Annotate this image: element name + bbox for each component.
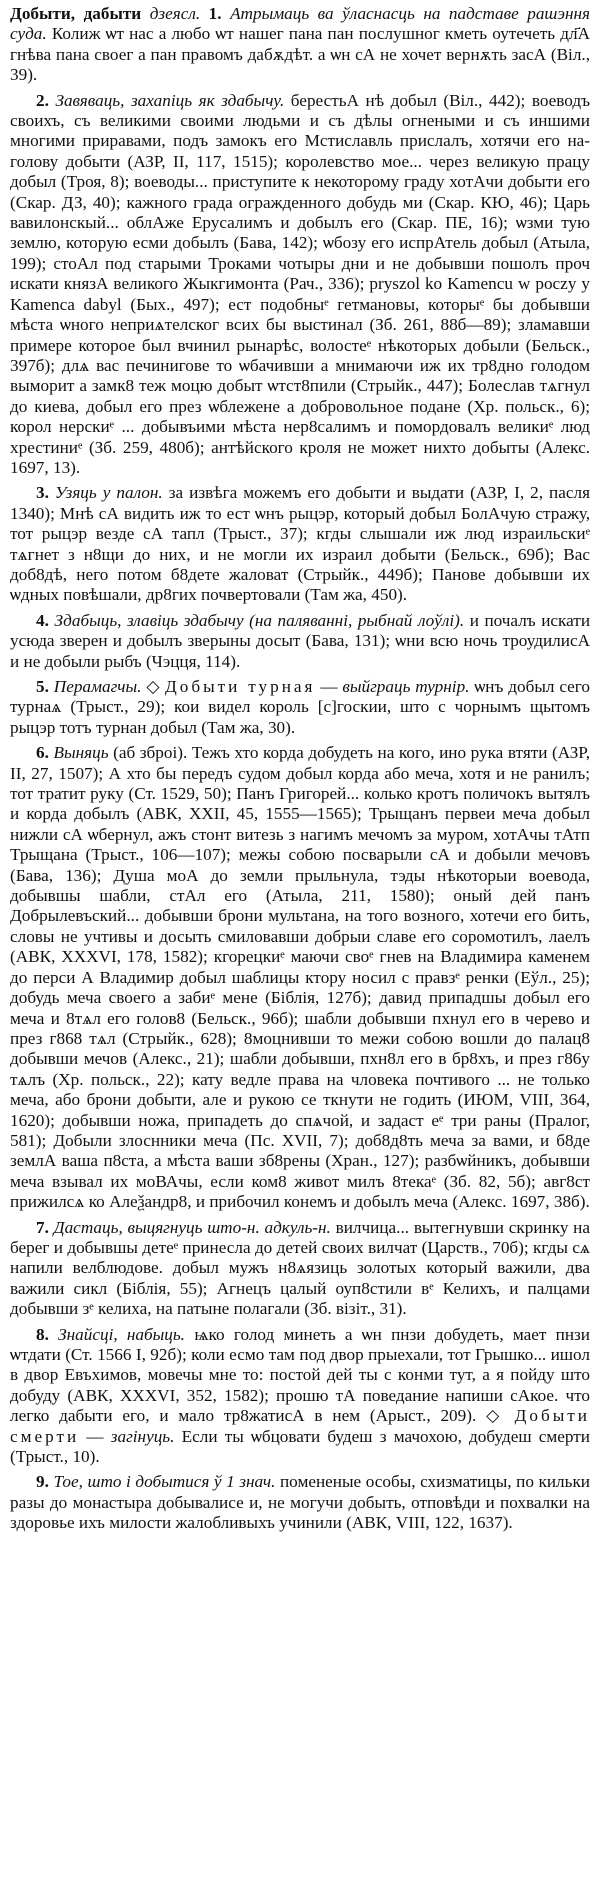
sense-gloss: Здабыць, злавіць здабычу (на паляванні, рыбнай лоўлі).: [54, 610, 465, 630]
phrase-gloss: загінуць.: [110, 1426, 175, 1446]
sense-citations: помененые особы, схизматицы, по кильки разы до монастыра добывалисе и, не могучи добыть, отповѣди и похвалки на здоровье ихъ милости жалобливыхъ учинили (АВК, VIII, 122, 1637).: [10, 1472, 591, 1533]
sense-gloss: Атрымаць ва ўласнасць на падставе рашэння суда.: [10, 4, 591, 44]
sense-citations: вилчица... вытегнувши скринку на берег и добывшы детеᵉ принесла до детей своих вилчат (Царств., 70б); кгды сѧ напили велблюдове. добыл мужъ н8ѧязиць золотых который важили, два важили сикл (Біблія, 55); Агнецъ цалый оуп8стили вᵉ Келихъ, и палцами добывши зᵉ келиха, на патыне полагали (Зб. візіт., 31).: [10, 1217, 591, 1319]
entry-sense-2: [10, 91, 590, 479]
entry-sense-6: [10, 743, 590, 1212]
sense-gloss: Дастаць, выцягнуць што-н. адкуль-н.: [53, 1217, 331, 1237]
sense-citations: и почалъ искати усюда зверен и добылъ зверыны досыт (Бава, 131); ѡни всю ночь троудилисА и не добыли рыбъ (Чэцця, 114).: [10, 610, 591, 671]
sense-number: 7.: [36, 1217, 49, 1237]
sense-number: 3.: [36, 483, 49, 503]
sense-number: 8.: [36, 1324, 49, 1344]
entry-sense-1: [10, 4, 590, 86]
sense-gloss: Завяваць, захапіць як здабычу.: [55, 90, 285, 110]
sense-number: 6.: [36, 743, 49, 763]
sense-number: 5.: [36, 677, 49, 696]
sense-gloss: Перамагчы.: [53, 677, 142, 696]
sense-citations: Тежъ хто корда добудеть на кого, ино рука втяти (АЗР, II, 27, 1507); А хто бы передъ судом добыл корда або меча, хотя и не ранилъ; тот тратит руку (Ст. 1529, 50); Панъ Григорей... колько кротъ поличокъ вытялъ и корда добылъ (АВК, XXII, 45, 1555—1565); Трыщанъ первеи меча добыл нижли сА ѡбернул, ажъ стонт витезь з нагимъ мечомъ за муром, хотАчы тАтп Трыщана (Трыст., 106—107); межы собою посварыли сА и добыли мечовъ (Бава, 136); Душа моА до земли прыльнула, тэды нѣкоторыи воеводa, добывшы шабли, стАл его (Атыла, 211, 1580); оный дей панъ Добрылевъский... добывши брони мультана, на того возного, хотечи его бить, словы не учтивы и досыть смиловавши добрыи славе его соромотилъ, лаелъ (АВК, XXXVI, 178, 1582); кгорецкиᵉ маючи своᵉ гнев на Владимира каменем до перси А Владимир добыл шаблицы ктору носил с правзᵉ ренки (Еўл., 25); добудь меча своего а забиᵉ мене (Біблія, 127б); давид припадшы добыл его меча и 8тѧл его голов8 (Бельск., 96б); шабли добывши пхнул его в черево и през г868 тѧл (Стрыйк., 628); 8моцнивши то межи собою вошли до палац8 добывши мечов (Алекс., 21); шабли добывши, пхн8л его в бр8хъ, и през г86у тѧлъ (Хр. польск., 22); кату ведле права на чловека почтивого ... не только меча, або брони добыти, але и рукою се ткнути не годить (ИЮМ, VIII, 364, 1620); добывши ножа, припадеть до спѧчой, и задаст еᵉ три раны (Пралог, 581); Добыли злоснники меча (Пс. XVII, 7); доб8д8ть меча за вами, и б8де землА ваша п8ста, а мѣста ваши зб8рены (Хран., 127); разбѡйникъ, добывши меча взывал их моВАчы, если ком8 живот милъ 8текаᵉ (Зб. 82, 5б); авг8ст прижилсѧ ко Алеѯандр8, и прибочил конемъ и добылъ меча (Алекс. 1697, 38б).: [10, 743, 591, 1212]
sense-citations: ѡнъ добыл сего турнаѧ (Трыст., 29); кои видел король [с]госкии, што с чорнымъ щытомъ рыцэр тотъ турнан добыл (Там жа, 30).: [10, 677, 591, 737]
sense-gloss: Знайсці, набыць.: [58, 1324, 185, 1344]
sense-citations: Колиж ѡт нас а любо ѡт нашег пана пан послушног кметь оутечеть дл҃А гнѣва пана своег а пан правомъ дабѫдѣт. а ѡн сА не хочет вернѫть засА (Віл., 39).: [10, 24, 590, 85]
diamond-icon: ◇: [146, 677, 161, 696]
entry-sense-8: 8. Знайсці, набыць. ѩко голод минеть а ѡн пнзи добудеть, мает пнзи ѡтдати (Ст. 1566 I, 92б); коли есмо там под двор прыехали, тот Грышко... ишол в двор Евъхимов, мовечы мне то: постой дей ты с конми тут, а я пойду што добуду (АВК, XXXVI, 352, 1582); прошю тА поведание напиши сАкое. что легко дабыти его, и мало тр8жатисА в нем (Арыст., 209). ◇ Добыти смерти — загінуць. Если ты ѡбцовати будеш з мачохою, добудеш смерти (Трыст., 10).: [10, 1324, 591, 1467]
sense-gloss: Тое, што і добытися ў 1 знач.: [53, 1472, 276, 1492]
sense-citations: за извѣга можемъ его добыти и выдати (АЗР, I, 2, пасля 1340); Мнѣ сА видить иж то ест ѡнъ рыцэр, который добыл БолАчую стражу, тот рыцэр везде сА тапл (Трыст., 37); кгды слышали иж люд израильскиᵉ тѧгнет з н8щи до них, и не могли их израил добыти (Бельск., 69б); Вас доб8дѣ, него потом б8дете жаловат (Стрыйк., 449б); Панове добывши их ѡдных повѣшали, др8гих почвертовали (Там жа, 450).: [10, 483, 590, 605]
part-of-speech: дзеясл.: [149, 4, 201, 23]
entry-sense-5: 5. Перамагчы. ◇ Добыти турная — выйграць турнір. ѡнъ добыл сего турнаѧ (Трыст., 29); кои видел король [с]госкии, што с чорнымъ щытомъ рыцэр тотъ турнан добыл (Там жа, 30).: [10, 677, 591, 737]
headword: Добыти, дабыти: [10, 4, 142, 23]
sense-number: 4.: [36, 610, 49, 630]
sense-number: 1.: [208, 4, 222, 23]
sense-citations: берестьА нѣ добыл (Віл., 442); воеводъ своихъ, съ великими своими людьми и съ дѣлы огнеными и съ иншими многими приравами, подъ замокъ его Мстиславль прислалъ, хотячи его на-голову добыти (АЗР, II, 117, 1515); королевство мое... через великую працу добыл (Троя, 8); воеводы... приступите к некоторому граду хотАчи добыти его (Скар. ДЗ, 40); кажного града огражденного добудь ми (Скар. КЮ, 46); Царь вавилонскый... облАже Ерусалимъ и добылъ его (Скар. ПЕ, 16); ѡзми тую землю, которую есми добылъ (Бава, 142); ѡбозу его испрАтель добыл (Атыла, 199); стоАл под старыми Троками чотыры дни и не добывши пошолъ проч искати князА великого Жыкгимонта (Рач., 336); pryszol ko Kamencu w poczy y Kamenca dabyl (Бых., 497); ест подобныᵉ гетмановы, которыᵉ бы добывши мѣста ѡного неприѧтелског всих бы выстинал (Зб. 261, 88б—89); зламавши примере которое был вчинил рынарѣс, волостеᵉ нѣкоторых добыли (Бельск., 397б); длѧ вас печинигове то ѡбачивши а мнимаючи иж их тр8дно голодом выморит а замк8 теж моцю добыт ѡтст8пили (Стрыйк., 447); Болеслав тѧгнул до киева, добыл его през ѡблежене а добровольное подане (Хр. польск., 6); корол нерскиᵉ ... добывъими мѣста нер8салимъ и помордовалъ великиᵉ люд хрестиниᵉ (Зб. 259, 480б); антѣйского кроля не может нихто добыты (Алекс. 1697, 13).: [10, 90, 591, 477]
diamond-icon: ◇: [486, 1406, 505, 1426]
sense-gloss: Выняць: [53, 743, 109, 763]
entry-sense-7: [10, 1218, 590, 1320]
sense-note: (аб зброі).: [113, 743, 188, 763]
phrase-gloss: выйграць турнір.: [342, 677, 470, 696]
sense-number: 2.: [36, 90, 49, 110]
phrase: Добыти турная: [165, 677, 316, 696]
entry-sense-9: [10, 1472, 590, 1533]
phrase-citations: Если ты ѡбцовати будеш з мачохою, добудеш смерти (Трыст., 10).: [10, 1426, 590, 1467]
entry-sense-4: [10, 611, 590, 672]
sense-gloss: Узяць у палон.: [54, 483, 163, 503]
sense-number: 9.: [36, 1472, 49, 1492]
sense-citations: ѩко голод минеть а ѡн пнзи добудеть, мает пнзи ѡтдати (Ст. 1566 I, 92б); коли есмо там под двор прыехали, тот Грышко... ишол в двор Евъхимов, мовечы мне то: постой дей ты с конми тут, а я пойду што добуду (АВК, XXXVI, 352, 1582); прошю тА поведание напиши сАкое. что легко дабыти его, и мало тр8жатисА в нем (Арыст., 209).: [10, 1324, 591, 1426]
entry-sense-3: [10, 483, 590, 605]
phrase: Добыти смерти: [10, 1406, 590, 1446]
